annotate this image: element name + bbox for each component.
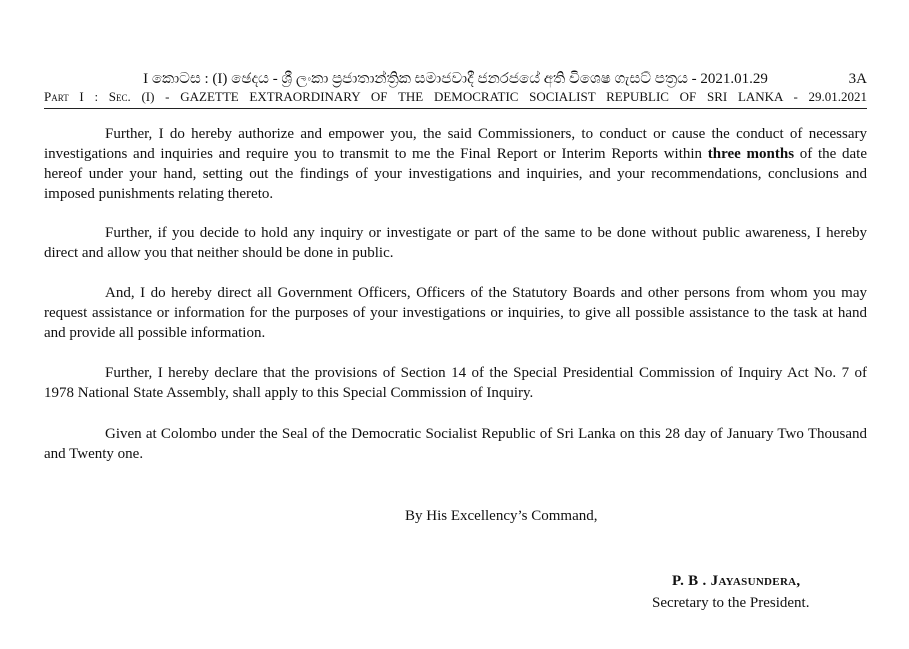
paragraph-assistance: And, I do hereby direct all Government Officers, Officers of the Statutory Boards and other persons from whom you may request assistance or information for the purposes of your investigations or inquiries, to give all possible assistance to the task at hand and provide all possible information. [44, 285, 867, 341]
signatory-title: Secretary to the President. [652, 595, 810, 611]
signatory-name: P. B . Jayasundera, [672, 573, 801, 589]
paragraph-authorization [44, 124, 867, 204]
command-line: By His Excellency’s Command, [405, 508, 598, 524]
paragraph-public-awareness: Further, if you decide to hold any inquiry or investigate or part of the same to be done without public awareness, I hereby direct and allow you that neither should be done in public. [44, 225, 867, 261]
header-sinhala [44, 70, 867, 88]
header-english: Part I : Sec. (I) - GAZETTE EXTRAORDINARY OF THE DEMOCRATIC SOCIALIST REPUBLIC OF SRI LANKA - 29.01.2021 [44, 89, 867, 104]
paragraph-authorization-bold-term: three months [707, 146, 795, 162]
header-divider [44, 108, 867, 109]
paragraph-authorization-text-start: Further, I do hereby authorize and empower you, the said Commissioners, to conduct or cause the conduct of necessary investigations and inquiries and require you to transmit to me the Final Report or Interim Reports within [44, 126, 867, 162]
header-sinhala-text: I කොටස : (I) ඡෙදය - ශ්‍රී ලංකා ප්‍රජාතාන්ත්‍රික සමාජවාදී ජනරජයේ අති විශෙෂ ගැසට් පත්‍රය - 2021.01.29 [143, 71, 768, 87]
paragraph-given-at: Given at Colombo under the Seal of the Democratic Socialist Republic of Sri Lanka on this 28 day of January Two Thousand and Twenty one. [44, 426, 867, 462]
paragraph-provisions: Further, I hereby declare that the provisions of Section 14 of the Special Presidential Commission of Inquiry Act No. 7 of 1978 National State Assembly, shall apply to this Special Commission of Inquiry. [44, 365, 867, 401]
page-number: 3A [848, 71, 867, 87]
paragraph-authorization-text-end: of the date hereof under your hand, setting out the findings of your investigations and inquiries, and your recommendations, conclusions and imposed punishments relating thereto. [44, 146, 868, 202]
